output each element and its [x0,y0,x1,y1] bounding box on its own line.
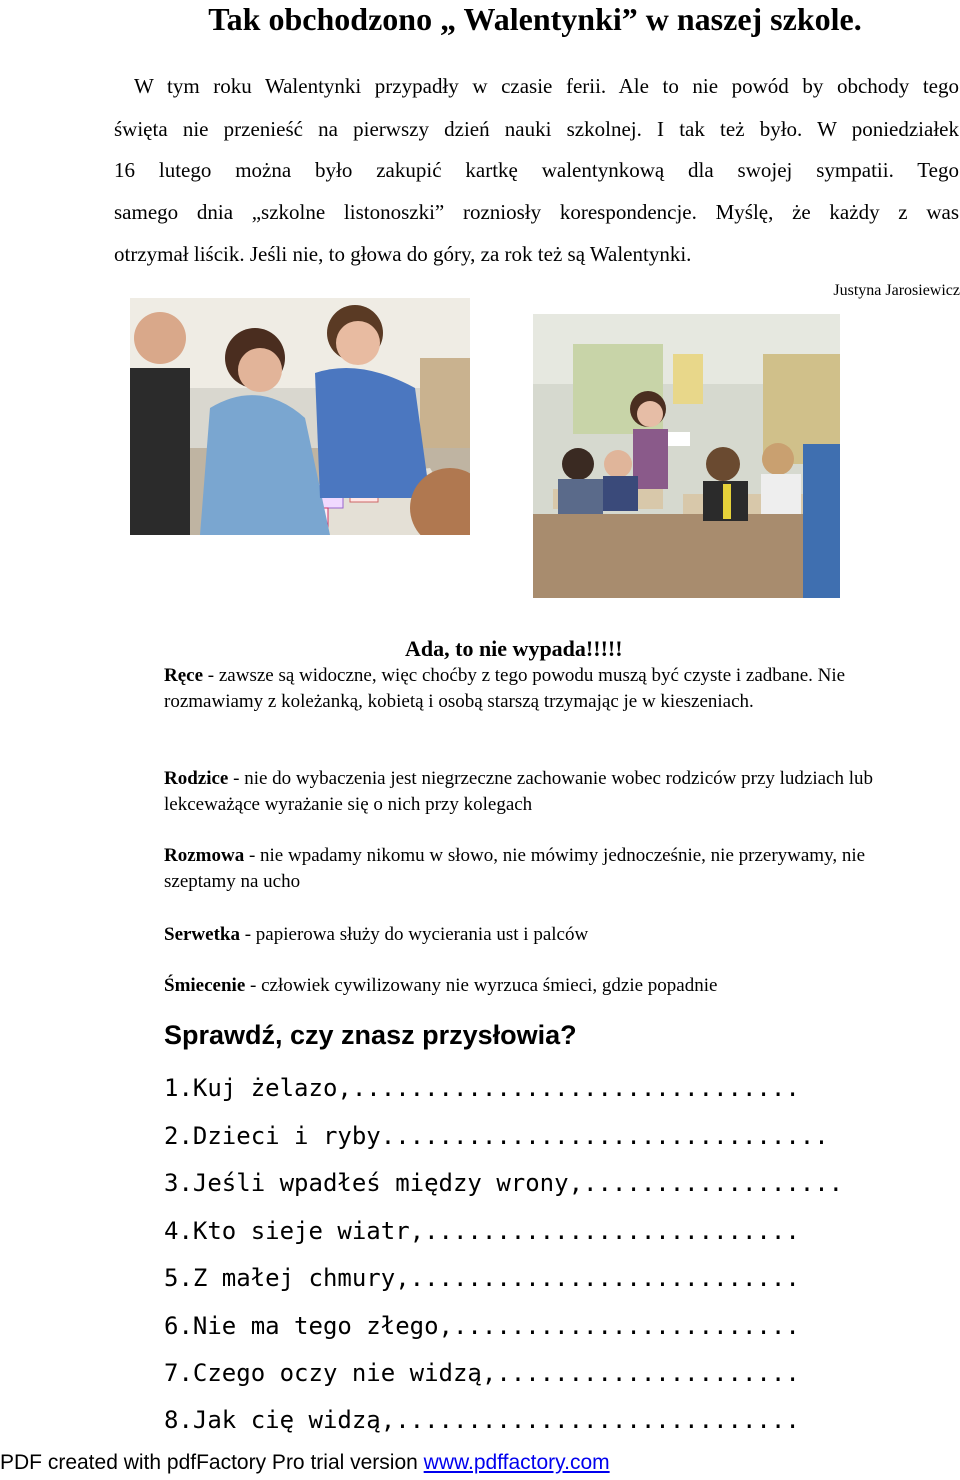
rule-text: - nie do wybaczenia jest niegrzeczne zachowanie wobec rodziców przy ludziach lub lekceważące wyrażanie się o nich przy kolegach [164,768,874,815]
proverb-item: 1.Kuj żelazo,............................... [164,1074,800,1102]
intro-line: samego dnia „szkolne listonoszki” rozniosły korespondencje. Myślę, że każdy z was [114,200,959,224]
rule-text: - człowiek cywilizowany nie wyrzuca śmieci, gdzie popadnie [245,975,718,996]
rule-item [164,843,894,895]
rule-text: - zawsze są widoczne, więc choćby z tego powodu muszą być czyste i zadbane. Nie rozmawiamy z koleżanką, kobietą i osobą starszą trzymając je w kieszeniach. [164,665,846,712]
page-title: Tak obchodzono „ Walentynki” w naszej szkole. [208,1,862,37]
proverb-item: 7.Czego oczy nie widzą,..................... [164,1359,800,1387]
footer-link[interactable]: www.pdffactory.com [423,1451,610,1474]
rule-item [164,922,894,948]
proverb-item: 3.Jeśli wpadłeś między wrony,.................. [164,1169,844,1197]
rule-text: - papierowa służy do wycierania ust i palców [239,924,589,945]
proverb-item: 8.Jak cię widzą,............................ [164,1406,800,1434]
rule-term: Śmiecenie [164,975,246,996]
pdf-footer [0,1450,610,1476]
rule-term: Rozmowa [164,845,245,866]
rule-term: Serwetka [164,924,240,945]
rule-item [164,766,894,818]
proverb-item: 5.Z małej chmury,........................... [164,1264,800,1292]
rules-heading: Ada, to nie wypada!!!!! [405,636,623,661]
proverb-item: 6.Nie ma tego złego,........................ [164,1312,800,1340]
rule-text: - nie wpadamy nikomu w słowo, nie mówimy jednocześnie, nie przerywamy, nie szeptamy na ucho [164,845,866,892]
proverb-item: 2.Dzieci i ryby............................... [164,1122,829,1150]
rule-term: Rodzice [164,768,229,789]
rule-item [164,663,894,715]
photo-students-cards [130,298,470,535]
intro-line: 16 lutego można było zakupić kartkę walentynkową dla swojej sympatii. Tego [114,158,959,182]
intro-line: W tym roku Walentynki przypadły w czasie ferii. Ale to nie powód by obchody tego [134,74,959,98]
intro-line: otrzymał liścik. Jeśli nie, to głowa do góry, za rok też są Walentynki. [114,242,692,266]
quiz-heading: Sprawdź, czy znasz przysłowia? [164,1020,577,1050]
photo-classroom [533,314,840,598]
footer-text: PDF created with pdfFactory Pro trial version [0,1451,424,1474]
intro-line: święta nie przenieść na pierwszy dzień nauki szkolnej. I tak też było. W poniedziałek [114,117,959,141]
rule-term: Ręce [164,665,204,686]
rule-item [164,973,894,999]
proverb-item: 4.Kto sieje wiatr,.......................... [164,1217,800,1245]
author-signature: Justyna Jarosiewicz [833,282,960,299]
